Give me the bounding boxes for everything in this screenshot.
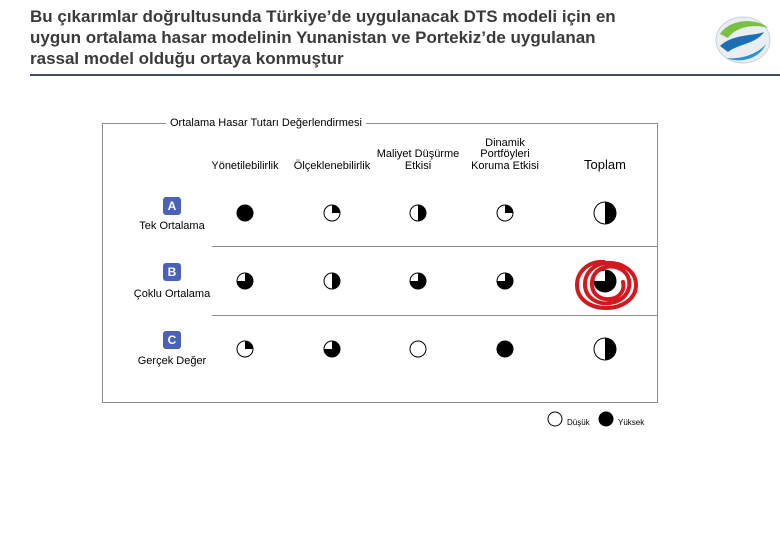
row-label: Çoklu Ortalama [133,288,211,300]
harvey-ball-icon [496,204,514,222]
harvey-ball-icon [496,340,514,358]
slide-title-line-1: Bu çıkarımlar doğrultusunda Türkiye’de uygulanacak DTS modeli için en [30,7,616,26]
column-header-line: Maliyet Düşürme [376,148,460,160]
title-underline [30,74,780,76]
column-header-line: Toplam [584,157,626,172]
slide-title [30,6,720,69]
row-label: Tek Ortalama [139,220,205,232]
harvey-ball-icon [323,340,341,358]
harvey-ball-icon [409,272,427,290]
slide-title-line-2: uygun ortalama hasar modelinin Yunanistan ve Portekiz’de uygulanan [30,28,596,47]
row-badge-b: B [163,263,181,281]
harvey-ball-icon [236,340,254,358]
harvey-ball-icon [323,204,341,222]
harvey-ball-icon [323,272,341,290]
row-separator [212,246,658,247]
column-header-line: Dinamik [485,136,525,149]
assessment-title: Ortalama Hasar Tutarı Değerlendirmesi [166,116,366,130]
swirl-logo-icon [714,14,772,66]
harvey-ball-icon [593,201,617,225]
harvey-ball-icon [496,272,514,290]
row-label: Gerçek Değer [137,355,207,367]
harvey-ball-icon [236,272,254,290]
column-header-line: Etkisi [404,159,432,172]
legend-low-label: Düşük [567,418,590,427]
column-header-line: Ölçeklenebilirlik [293,159,371,172]
slide-title-line-3: rassal model olduğu ortaya konmuştur [30,49,344,68]
harvey-ball-icon [236,204,254,222]
harvey-ball-icon [409,340,427,358]
legend-high-label: Yüksek [618,418,645,427]
harvey-ball-icon [409,204,427,222]
harvey-ball-icon [593,337,617,361]
row-separator [212,315,658,316]
column-header-5 [545,158,665,172]
legend-low-ball-icon [547,411,563,427]
red-scribble-circle-icon [574,258,640,312]
column-header-line: Yönetilebilirlik [211,159,279,172]
column-header-line: Koruma Etkisi [471,159,539,172]
row-badge-c: C [163,331,181,349]
column-header-line: Portföyleri [480,148,530,160]
row-badge-a: A [163,197,181,215]
legend-high-ball-icon [598,411,614,427]
